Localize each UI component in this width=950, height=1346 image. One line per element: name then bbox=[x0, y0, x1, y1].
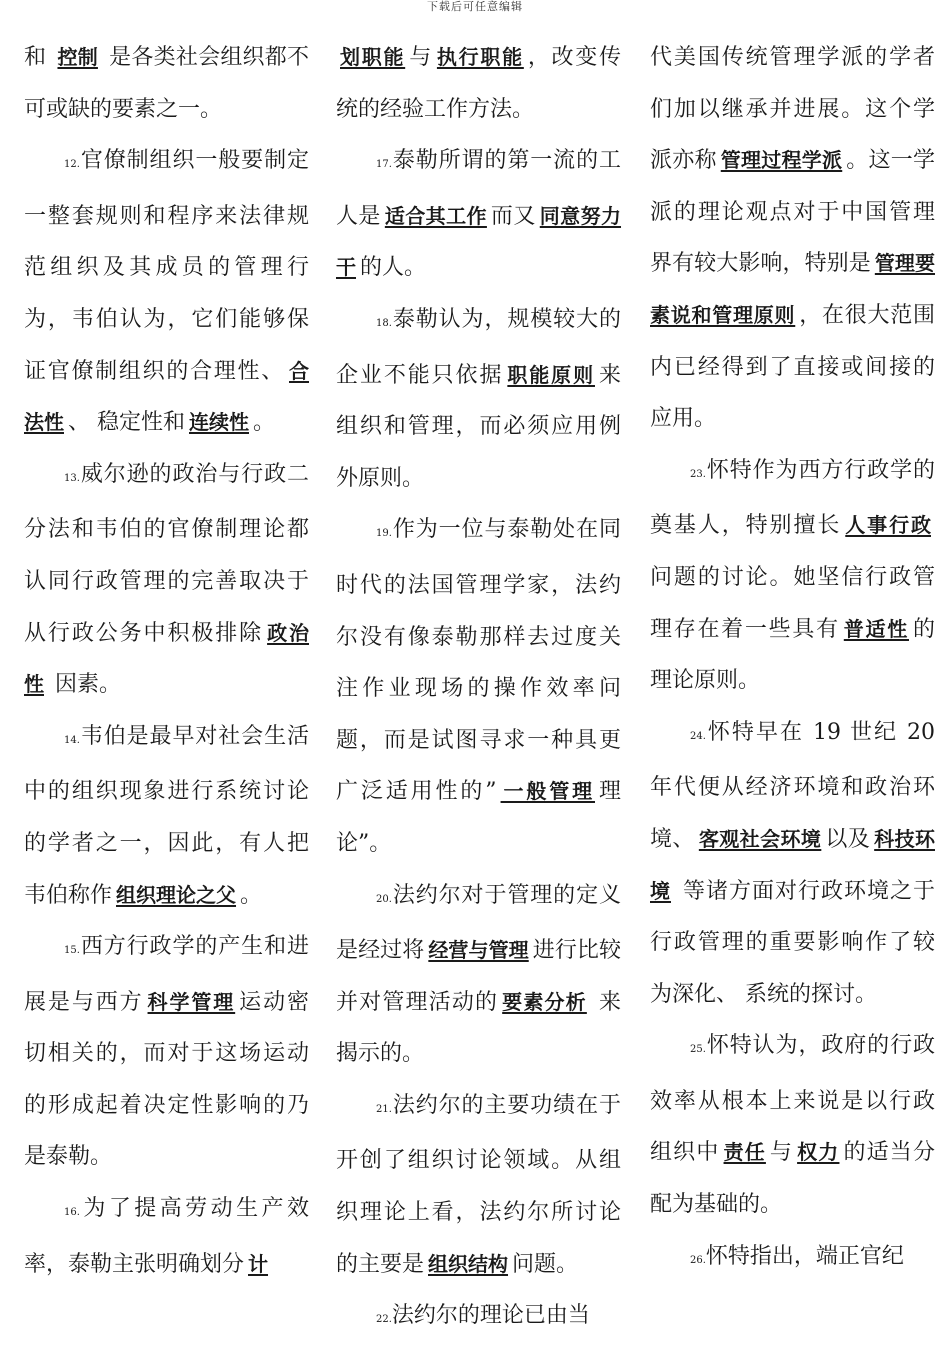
question-text: 的理论原则。 bbox=[650, 616, 935, 694]
answer-blank: 普适性 bbox=[843, 616, 909, 641]
question-text: 韦伯是最早对社会生活中的组织现象进行系统讨论的学者之一，因此，有人把韦伯称作 bbox=[24, 723, 309, 908]
answer-blank: 划职能 bbox=[340, 45, 406, 69]
answer-blank: 要素分析 bbox=[502, 989, 587, 1014]
question-text: 问题的讨论。她坚信行政管理存在着一些具有 bbox=[650, 564, 935, 642]
question-text: 泰勒认为，规模较大的企业不能只依据 bbox=[336, 306, 621, 388]
question-paragraph bbox=[336, 135, 621, 294]
question-number: 20. bbox=[376, 893, 392, 905]
question-paragraph bbox=[24, 711, 309, 921]
answer-blank: 控制 bbox=[57, 45, 98, 69]
question-text: 理论”。 bbox=[336, 779, 622, 856]
question-text: 的适当分配为基础的。 bbox=[650, 1140, 935, 1218]
question-text: ，改变传统的经验工作方法。 bbox=[336, 45, 622, 122]
question-text: 等诸方面对行政环境之于行政管理的重要影响作了较为深化、 系统的探讨。 bbox=[650, 878, 935, 1007]
question-number: 12. bbox=[64, 159, 80, 171]
question-text: 来组织和管理，而必须应用例外原则。 bbox=[336, 362, 621, 491]
answer-blank: 人事行政 bbox=[845, 513, 931, 538]
question-number: 14. bbox=[64, 734, 80, 746]
answer-blank: 科学管理 bbox=[147, 989, 236, 1014]
answer-blank: 职能原则 bbox=[507, 362, 595, 387]
question-paragraph bbox=[650, 1020, 935, 1230]
question-text: 法约尔的主要功绩在于开创了组织讨论领域。从组织理论上看，法约尔所讨论的主要是 bbox=[336, 1092, 621, 1277]
question-paragraph bbox=[336, 870, 621, 1080]
answer-blank: 计 bbox=[248, 1251, 269, 1276]
question-text: 因素。 bbox=[48, 672, 121, 698]
answer-blank: 科技环境 bbox=[650, 826, 935, 903]
question-number: 23. bbox=[690, 468, 706, 480]
question-text: 怀特作为西方行政学的奠基人，特别擅长 bbox=[650, 457, 935, 539]
question-paragraph bbox=[24, 921, 309, 1183]
question-number: 26. bbox=[690, 1254, 706, 1266]
question-paragraph bbox=[336, 504, 621, 869]
question-text: 问题。 bbox=[512, 1251, 579, 1277]
question-text: 进行比较并对管理活动的 bbox=[336, 938, 621, 1015]
question-text: 、 稳定性和 bbox=[68, 410, 185, 436]
question-text: ，在很大范围内已经得到了直接或间接的应用。 bbox=[650, 302, 935, 432]
question-text: 来揭示的。 bbox=[336, 989, 622, 1067]
answer-blank: 连续性 bbox=[189, 410, 249, 435]
question-text: 怀特认为，政府的行政效率从根本上来说是以行政组织中 bbox=[650, 1033, 935, 1166]
question-paragraph bbox=[336, 1080, 621, 1290]
answer-blank: 适合其工作 bbox=[384, 203, 487, 228]
answer-blank: 政治性 bbox=[24, 620, 309, 697]
question-number: 22. bbox=[376, 1314, 392, 1326]
question-paragraph bbox=[650, 32, 935, 445]
question-paragraph bbox=[24, 449, 309, 711]
question-paragraph bbox=[336, 294, 621, 504]
answer-blank: 组织结构 bbox=[428, 1251, 509, 1276]
question-number: 21. bbox=[376, 1103, 392, 1115]
question-text: 运动密切相关的，而对于这场运动的形成起着决定性影响的乃是泰勒。 bbox=[24, 989, 309, 1170]
question-number: 13. bbox=[64, 472, 80, 484]
question-text: 而又 bbox=[490, 203, 536, 229]
answer-blank: 客观社会环境 bbox=[698, 826, 822, 851]
question-number: 25. bbox=[690, 1044, 706, 1056]
answer-blank: 管理过程学派 bbox=[720, 148, 843, 173]
question-text: 。这一学派的理论观点对于中国管理界有较大影响，特别是 bbox=[650, 148, 935, 277]
question-text: 是各类社会组织都不可或缺的要素之一。 bbox=[24, 45, 310, 122]
question-text: 怀特指出，端正官纪 bbox=[705, 1243, 904, 1269]
question-text: 怀特早在 19 世纪 20 年代便从经济环境和政治环境、 bbox=[650, 719, 935, 852]
question-number: 15. bbox=[64, 945, 80, 957]
text-column-2 bbox=[336, 32, 621, 1346]
question-paragraph bbox=[336, 32, 621, 135]
question-text: 威尔逊的政治与行政二分法和韦伯的官僚制理论都认同行政管理的完善取决于从行政公务中积极排除 bbox=[24, 461, 309, 646]
answer-blank: 组织理论之父 bbox=[116, 882, 237, 907]
question-text: 法约尔的理论已由当 bbox=[391, 1303, 590, 1329]
question-number: 17. bbox=[376, 159, 392, 171]
answer-blank: 经营与管理 bbox=[428, 938, 529, 963]
answer-blank: 执行职能 bbox=[436, 45, 524, 69]
answer-blank: 一般管理 bbox=[500, 779, 595, 804]
answer-blank: 责任 bbox=[723, 1140, 766, 1165]
question-number: 24. bbox=[690, 730, 706, 742]
question-text: 的人。 bbox=[360, 255, 427, 281]
page-header: 下载后可任意编辑 bbox=[427, 0, 523, 13]
question-text: 为了提高劳动生产效率，泰勒主张明确划分 bbox=[24, 1196, 309, 1277]
question-paragraph bbox=[24, 32, 309, 135]
question-text: 与 bbox=[769, 1140, 794, 1166]
question-paragraph bbox=[24, 1183, 309, 1290]
question-text: 作为一位与泰勒处在同时代的法国管理学家，法约尔没有像泰勒那样去过度关注作业现场的操作效率问题，而是试图寻求一种具更广泛适用性的” bbox=[336, 517, 621, 805]
answer-blank: 合法性 bbox=[24, 358, 309, 435]
question-text: 。 bbox=[253, 410, 276, 436]
text-column-3 bbox=[650, 32, 935, 1286]
question-text: 以及 bbox=[825, 826, 871, 852]
question-text: 泰勒所谓的第一流的工人是 bbox=[336, 148, 621, 229]
answer-blank: 管理要素说和管理原则 bbox=[650, 251, 935, 327]
question-number: 16. bbox=[64, 1207, 80, 1219]
question-text: 法约尔对于管理的定义是经过将 bbox=[336, 882, 621, 964]
question-text: 官僚制组织一般要制定一整套规则和程序来法律规范组织及其成员的管理行为，韦伯认为，它们能够保证官僚制组织的合理性、 bbox=[24, 148, 309, 384]
question-number: 19. bbox=[376, 528, 392, 540]
question-text: 和 bbox=[24, 45, 54, 70]
question-paragraph bbox=[650, 445, 935, 707]
question-number: 18. bbox=[376, 317, 392, 329]
question-paragraph bbox=[24, 135, 309, 449]
question-text: 。 bbox=[240, 882, 263, 908]
question-text: 代美国传统管理学派的学者们加以继承并进展。这个学派亦称 bbox=[650, 45, 935, 174]
question-paragraph bbox=[650, 707, 935, 1021]
answer-blank: 同意努力干 bbox=[336, 203, 622, 280]
question-text: 与 bbox=[409, 45, 433, 70]
question-paragraph bbox=[650, 1231, 935, 1287]
text-column-1 bbox=[24, 32, 309, 1290]
question-text: 西方行政学的产生和进展是与西方 bbox=[24, 934, 309, 1015]
answer-blank: 权力 bbox=[797, 1140, 840, 1165]
question-paragraph bbox=[336, 1290, 621, 1346]
